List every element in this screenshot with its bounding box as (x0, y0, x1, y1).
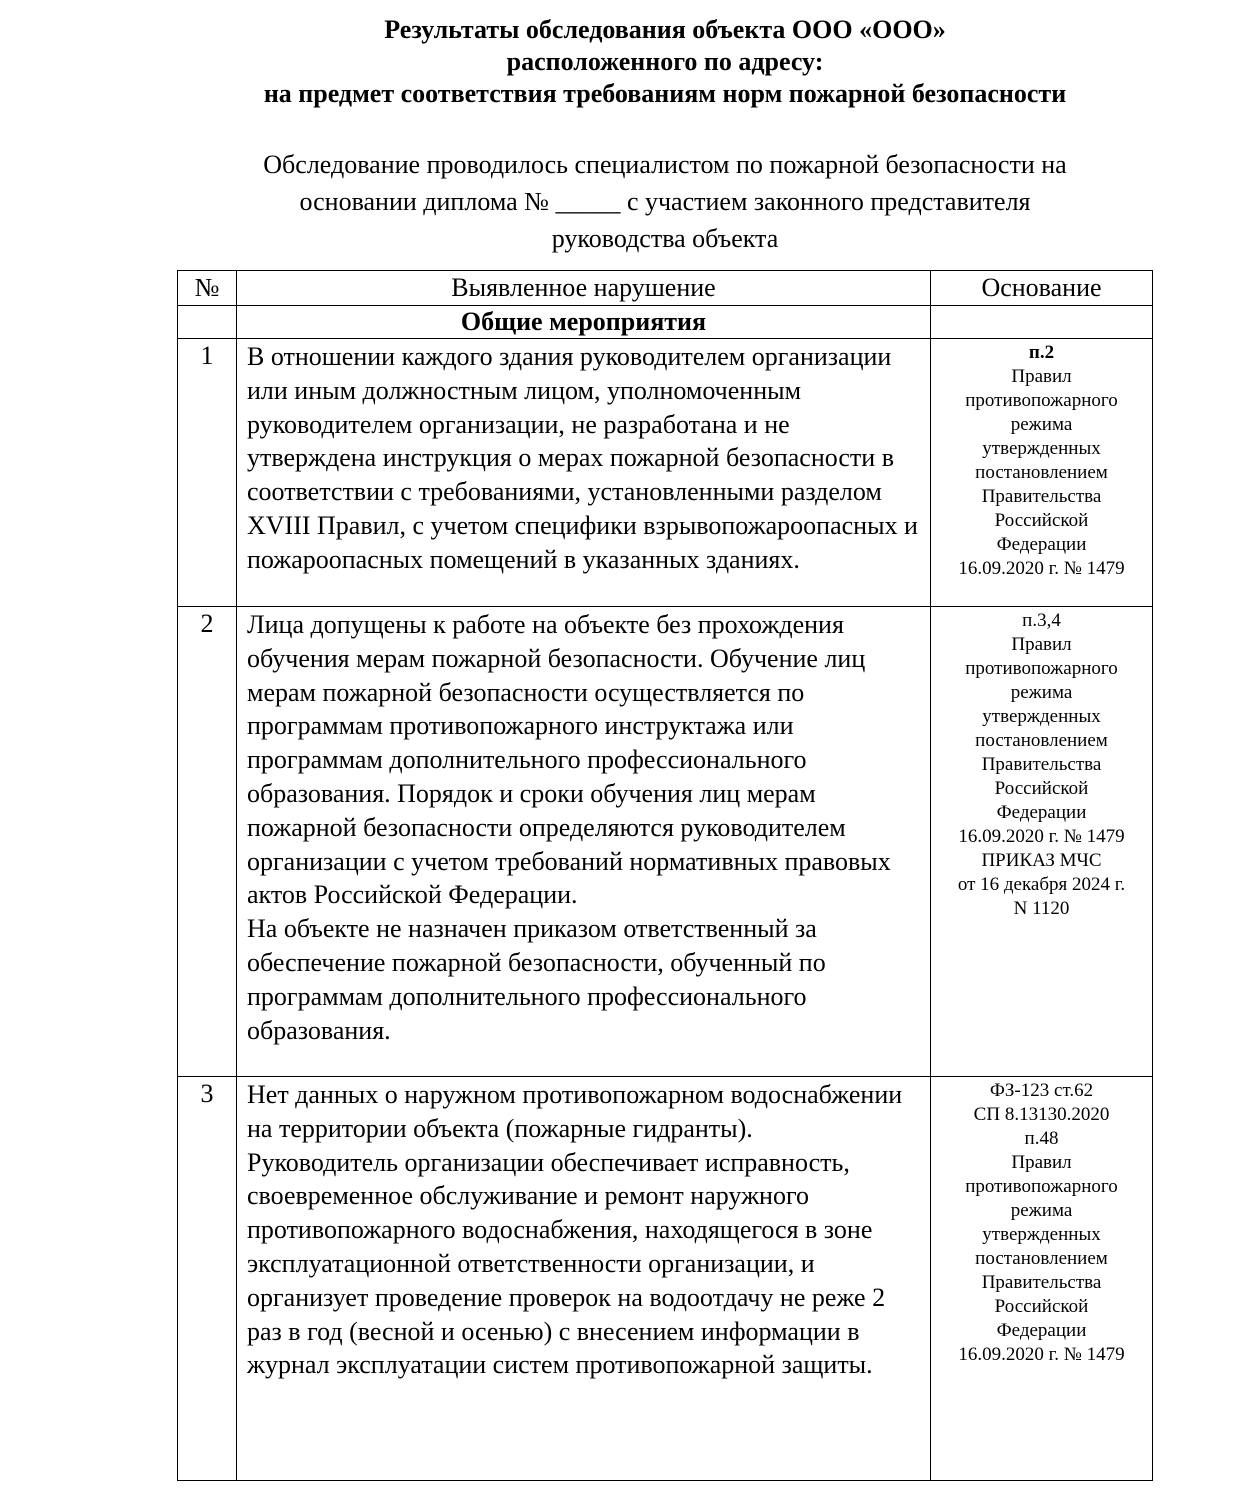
violation-paragraph: Нет данных о наружном противопожарном водоснабжении на территории объекта (пожарные гидранты). (247, 1080, 903, 1143)
basis-line: Правил (1011, 366, 1072, 387)
basis-line: Российской (994, 1296, 1089, 1317)
violation-paragraph: В отношении каждого здания руководителем организации или иным должностным лицом, уполномоченным руководителем организации, не разработана и не утверждена инструкция о мерах пожарной безопасности в соответствии с требованиями, установленными разделом XVIII Правил, с учетом специфики взрывопожароопасных и пожароопасных помещений в указанных зданиях. (247, 342, 918, 574)
basis-line: противопожарного (965, 658, 1118, 679)
intro-line-1: Обследование проводилось специалистом по пожарной безопасности на (263, 150, 1067, 179)
section-row (178, 306, 1153, 339)
basis-text (931, 339, 1153, 607)
basis-line: ПРИКАЗ МЧС (981, 850, 1102, 871)
table-row (178, 1077, 1153, 1481)
table-row (178, 339, 1153, 607)
basis-line: Правительства (981, 486, 1102, 507)
table-row (178, 607, 1153, 1077)
basis-line: противопожарного (965, 390, 1118, 411)
intro-paragraph (90, 146, 1240, 257)
basis-text (931, 607, 1153, 1077)
intro-line-2: основании диплома № _____ с участием законного представителя (299, 187, 1031, 216)
basis-line: режима (1010, 682, 1073, 703)
section-empty-num (178, 306, 237, 339)
title-line-1: Результаты обследования объекта ООО «ООО» (384, 15, 946, 44)
basis-line: постановлением (975, 730, 1108, 751)
basis-line: ФЗ-123 ст.62 (989, 1080, 1094, 1101)
violation-paragraph: Лица допущены к работе на объекте без прохождения обучения мерам пожарной безопасности. Обучение лиц мерам пожарной безопасности осуществляется по программам противопожарного инструктажа или программам дополнительного профессионального образования. Порядок и сроки обучения лиц мерам пожарной безопасности определяются руководителем организации с учетом требований нормативных правовых актов Российской Федерации. (247, 610, 891, 910)
section-empty-basis (931, 306, 1153, 339)
basis-line: 16.09.2020 г. № 1479 (958, 558, 1125, 579)
basis-line: от 16 декабря 2024 г. (957, 874, 1126, 895)
violations-table (177, 270, 1153, 1481)
basis-line: 16.09.2020 г. № 1479 (958, 1344, 1125, 1365)
basis-line: Российской (994, 778, 1089, 799)
violation-text (237, 339, 931, 607)
basis-line: режима (1010, 414, 1073, 435)
basis-line: Правительства (981, 754, 1102, 775)
basis-line: Правил (1011, 634, 1072, 655)
basis-line: Правительства (981, 1272, 1102, 1293)
basis-line: Федерации (996, 1320, 1087, 1341)
title-line-3: на предмет соответствия требованиям норм пожарной безопасности (263, 79, 1067, 108)
basis-clause: п.2 (1028, 342, 1055, 363)
intro-line-3: руководства объекта (551, 224, 779, 253)
header-violation: Выявленное нарушение (237, 271, 931, 306)
violation-text (237, 1077, 931, 1481)
basis-line: Федерации (996, 802, 1087, 823)
basis-line: утвержденных (982, 438, 1101, 459)
basis-line: N 1120 (1013, 898, 1070, 919)
document-header (0, 14, 1240, 110)
header-num: № (178, 271, 237, 306)
basis-line: постановлением (975, 462, 1108, 483)
basis-line: Федерации (996, 534, 1087, 555)
section-title: Общие мероприятия (237, 306, 931, 339)
violation-text (237, 607, 931, 1077)
basis-line: Правил (1011, 1152, 1072, 1173)
basis-line: режима (1010, 1200, 1073, 1221)
basis-line: п.48 (1024, 1128, 1059, 1149)
basis-line: Российской (994, 510, 1089, 531)
row-number: 2 (178, 607, 237, 1077)
row-number: 1 (178, 339, 237, 607)
table-header-row (178, 271, 1153, 306)
basis-line: утвержденных (982, 706, 1101, 727)
basis-line: утвержденных (982, 1224, 1101, 1245)
violation-paragraph: Руководитель организации обеспечивает исправность, своевременное обслуживание и ремонт наружного противопожарного водоснабжения, находящегося в зоне эксплуатационной ответственности организации, и организует проведение проверок на водоотдачу не реже 2 раз в год (весной и осенью) с внесением информации в журнал эксплуатации систем противопожарной защиты. (247, 1147, 886, 1380)
basis-line: СП 8.13130.2020 (973, 1104, 1110, 1125)
basis-line: противопожарного (965, 1176, 1118, 1197)
header-basis: Основание (931, 271, 1153, 306)
table-body (178, 339, 1153, 1481)
row-number: 3 (178, 1077, 237, 1481)
violation-paragraph: На объекте не назначен приказом ответственный за обеспечение пожарной безопасности, обученный по программам дополнительного профессионального образования. (247, 914, 826, 1045)
basis-text (931, 1077, 1153, 1481)
basis-line: постановлением (975, 1248, 1108, 1269)
title-line-2: расположенного по адресу: (506, 47, 824, 76)
basis-line: 16.09.2020 г. № 1479 (958, 826, 1125, 847)
basis-line: п.3,4 (1022, 610, 1061, 631)
